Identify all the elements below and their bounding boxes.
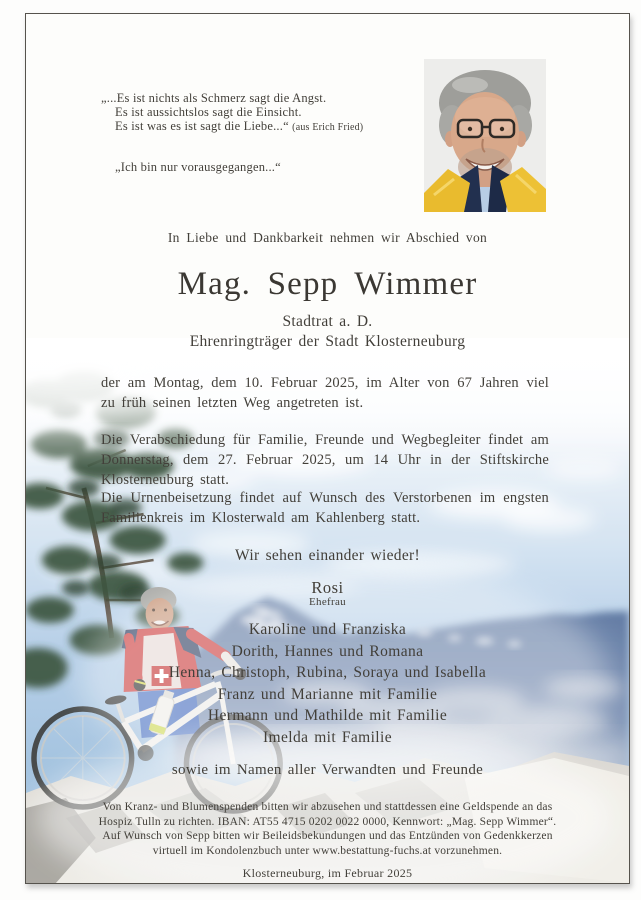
mourner-name: Hermann und Mathilde mit Familie — [207, 707, 448, 725]
donation-note-line: virtuell im Kondolenzbuch unter www.bestattung-fuchs.at vorzunehmen. — [152, 844, 503, 857]
mourners-list — [26, 619, 629, 749]
mourner-name: Dorith, Hannes und Romana — [231, 642, 424, 660]
mourner-name: Franz und Marianne mit Familie — [217, 685, 438, 703]
dateline: Klosterneuburg, im Februar 2025 — [242, 866, 413, 880]
quote-attribution: (aus Erich Fried) — [292, 122, 364, 133]
second-quote: „Ich bin nur vorausgegangen...“ — [115, 160, 281, 174]
donation-note-line: Hospiz Tulln zu richten. IBAN: AT55 4715 0202 0022 0000, Kennwort: „Mag. Sepp Wimmer“. — [98, 815, 557, 828]
obituary-paragraph: Die Verabschiedung für Familie, Freunde und Wegbegleiter findet am Donnerstag, dem 27. Februar 2025, um 14 Uhr in der Stiftskirche Klosterneuburg statt. — [101, 432, 549, 488]
quote-block — [101, 91, 363, 135]
quote-line: „...Es ist nichts als Schmerz sagt die Angst. — [101, 91, 327, 105]
mourner-primary-role: Ehefrau — [309, 596, 346, 608]
quote-line: Es ist aussichtslos sagt die Einsicht. — [115, 105, 302, 119]
honorific-line: Ehrenringträger der Stadt Klosterneuburg — [189, 333, 466, 350]
farewell-line: Wir sehen einander wieder! — [235, 547, 420, 564]
card-frame — [25, 13, 630, 884]
deceased-name: Mag. Sepp Wimmer — [177, 266, 478, 302]
mourner-name: Imelda mit Familie — [262, 728, 392, 746]
obituary-paragraph: der am Montag, dem 10. Februar 2025, im Alter von 67 Jahren viel zu früh seinen letzten Weg angetreten ist. — [101, 375, 549, 411]
mourner-name: Karoline und Franziska — [248, 621, 407, 638]
quote-line — [101, 119, 363, 135]
intro-line: In Liebe und Dankbarkeit nehmen wir Abschied von — [167, 230, 488, 245]
portrait-photo — [424, 59, 546, 212]
quote-line-text: Es ist was es ist sagt die Liebe...“ — [115, 119, 293, 133]
donation-note-line: Von Kranz- und Blumenspenden bitten wir abzusehen und stattdessen eine Geldspende an das — [102, 801, 553, 813]
mourner-primary: Rosi — [311, 578, 344, 597]
donation-note-line: Auf Wunsch von Sepp bitten wir Beileidsbekundungen und das Entzünden von Gedenkkerzen — [102, 830, 553, 843]
mourners-closing: sowie im Namen aller Verwandten und Freunde — [171, 762, 484, 778]
honorific-line: Stadtrat a. D. — [282, 313, 373, 330]
obituary-paragraph: Die Urnenbeisetzung findet auf Wunsch des Verstorbenen im engsten Familienkreis im Klosterwald am Kahlenberg statt. — [101, 490, 549, 526]
honorifics-block — [26, 312, 629, 352]
mourner-name: Henna, Christoph, Rubina, Soraya und Isabella — [168, 664, 487, 682]
donation-note — [26, 800, 629, 858]
